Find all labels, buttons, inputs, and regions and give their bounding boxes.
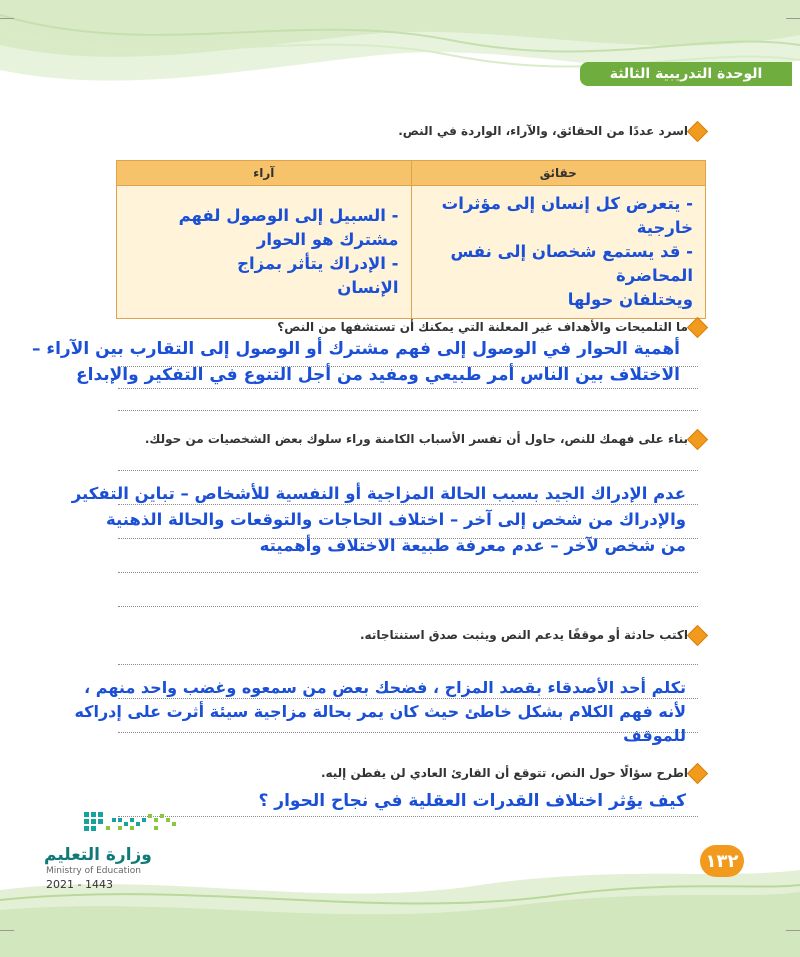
answer-line bbox=[118, 606, 698, 607]
facts-header: حقائق bbox=[411, 161, 706, 186]
answer-3-line: والإدراك من شخص إلى آخر – اختلاف الحاجات والتوقعات والحالة الذهنية bbox=[105, 510, 686, 529]
page-number-badge: ١٣٢ bbox=[700, 845, 744, 877]
facts-cell bbox=[411, 186, 706, 319]
answer-4-line: لأنه فهم الكلام بشكل خاطئ حيث كان يمر بحالة مزاجية سيئة أثرت على إدراكه bbox=[74, 702, 686, 721]
answer-line bbox=[118, 732, 698, 733]
fact-line: - يتعرض كل إنسان إلى مؤثرات خارجية bbox=[441, 194, 693, 237]
ministry-name-ar: وزارة التعليم bbox=[44, 845, 152, 865]
fact-line: - قد يستمع شخصان إلى نفس المحاضرة bbox=[450, 241, 693, 285]
opinions-cell bbox=[117, 186, 412, 319]
opinion-line: - الإدراك يتأثر بمزاج bbox=[237, 253, 399, 273]
crop-mark bbox=[0, 930, 14, 931]
crop-mark bbox=[786, 18, 800, 19]
ministry-dots-logo-icon bbox=[82, 808, 182, 840]
answer-2-line: الاختلاف بين الناس أمر طبيعي ومفيد من أجل التنوع في التفكير والإبداع bbox=[76, 365, 680, 385]
opinion-line: مشترك هو الحوار bbox=[256, 229, 399, 249]
crop-mark bbox=[786, 930, 800, 931]
fact-line: ويختلفان حولها bbox=[567, 289, 693, 309]
answer-line bbox=[118, 410, 698, 411]
diamond-bullet-icon bbox=[687, 317, 708, 338]
answer-5: كيف يؤثر اختلاف القدرات العقلية في نجاح الحوار ؟ bbox=[258, 791, 686, 811]
answer-2-line: أهمية الحوار في الوصول إلى فهم مشترك أو الوصول إلى التقارب بين الآراء – bbox=[31, 339, 680, 359]
answer-line bbox=[118, 470, 698, 471]
ministry-year: 2021 - 1443 bbox=[46, 878, 113, 891]
unit-title-banner: الوحدة التدريبية الثالثة bbox=[580, 62, 792, 86]
crop-mark bbox=[0, 18, 14, 19]
answer-line bbox=[118, 388, 698, 389]
answer-line bbox=[118, 572, 698, 573]
answer-3-line: عدم الإدراك الجيد بسبب الحالة المزاجية أو النفسية للأشخاص – تباين التفكير bbox=[71, 484, 686, 503]
opinion-line: الإنسان bbox=[337, 277, 399, 297]
question-3-prompt: بناء على فهمك للنص، حاول أن تفسر الأسباب الكامنة وراء سلوك بعض الشخصيات من حولك. bbox=[144, 432, 688, 446]
answer-3-line: من شخص لآخر – عدم معرفة طبيعة الاختلاف وأهميته bbox=[259, 536, 686, 555]
facts-opinions-table bbox=[116, 160, 706, 319]
opinions-header: آراء bbox=[117, 161, 412, 186]
diamond-bullet-icon bbox=[687, 429, 708, 450]
header-wave-decoration bbox=[0, 0, 800, 120]
answer-4-line: للموقف bbox=[623, 726, 686, 745]
question-2-prompt: ما التلميحات والأهداف غير المعلنة التي يمكنك أن تستشفها من النص؟ bbox=[277, 320, 688, 334]
diamond-bullet-icon bbox=[687, 121, 708, 142]
question-1-prompt: اسرد عددًا من الحقائق، والآراء، الواردة في النص. bbox=[398, 124, 688, 138]
ministry-name-en: Ministry of Education bbox=[46, 866, 141, 876]
answer-line bbox=[118, 664, 698, 665]
question-4-prompt: اكتب حادثة أو موقفًا يدعم النص ويثبت صدق استنتاجاته. bbox=[359, 628, 688, 642]
opinion-line: - السبيل إلى الوصول لفهم bbox=[178, 205, 399, 225]
diamond-bullet-icon bbox=[687, 625, 708, 646]
answer-4-line: تكلم أحد الأصدقاء بقصد المزاح ، فضحك بعض من سمعوه وغضب واحد منهم ، bbox=[84, 678, 686, 697]
diamond-bullet-icon bbox=[687, 763, 708, 784]
question-5-prompt: اطرح سؤالًا حول النص، تتوقع أن القارئ العادي لن يفطن إليه. bbox=[320, 766, 688, 780]
answer-line bbox=[118, 816, 698, 817]
